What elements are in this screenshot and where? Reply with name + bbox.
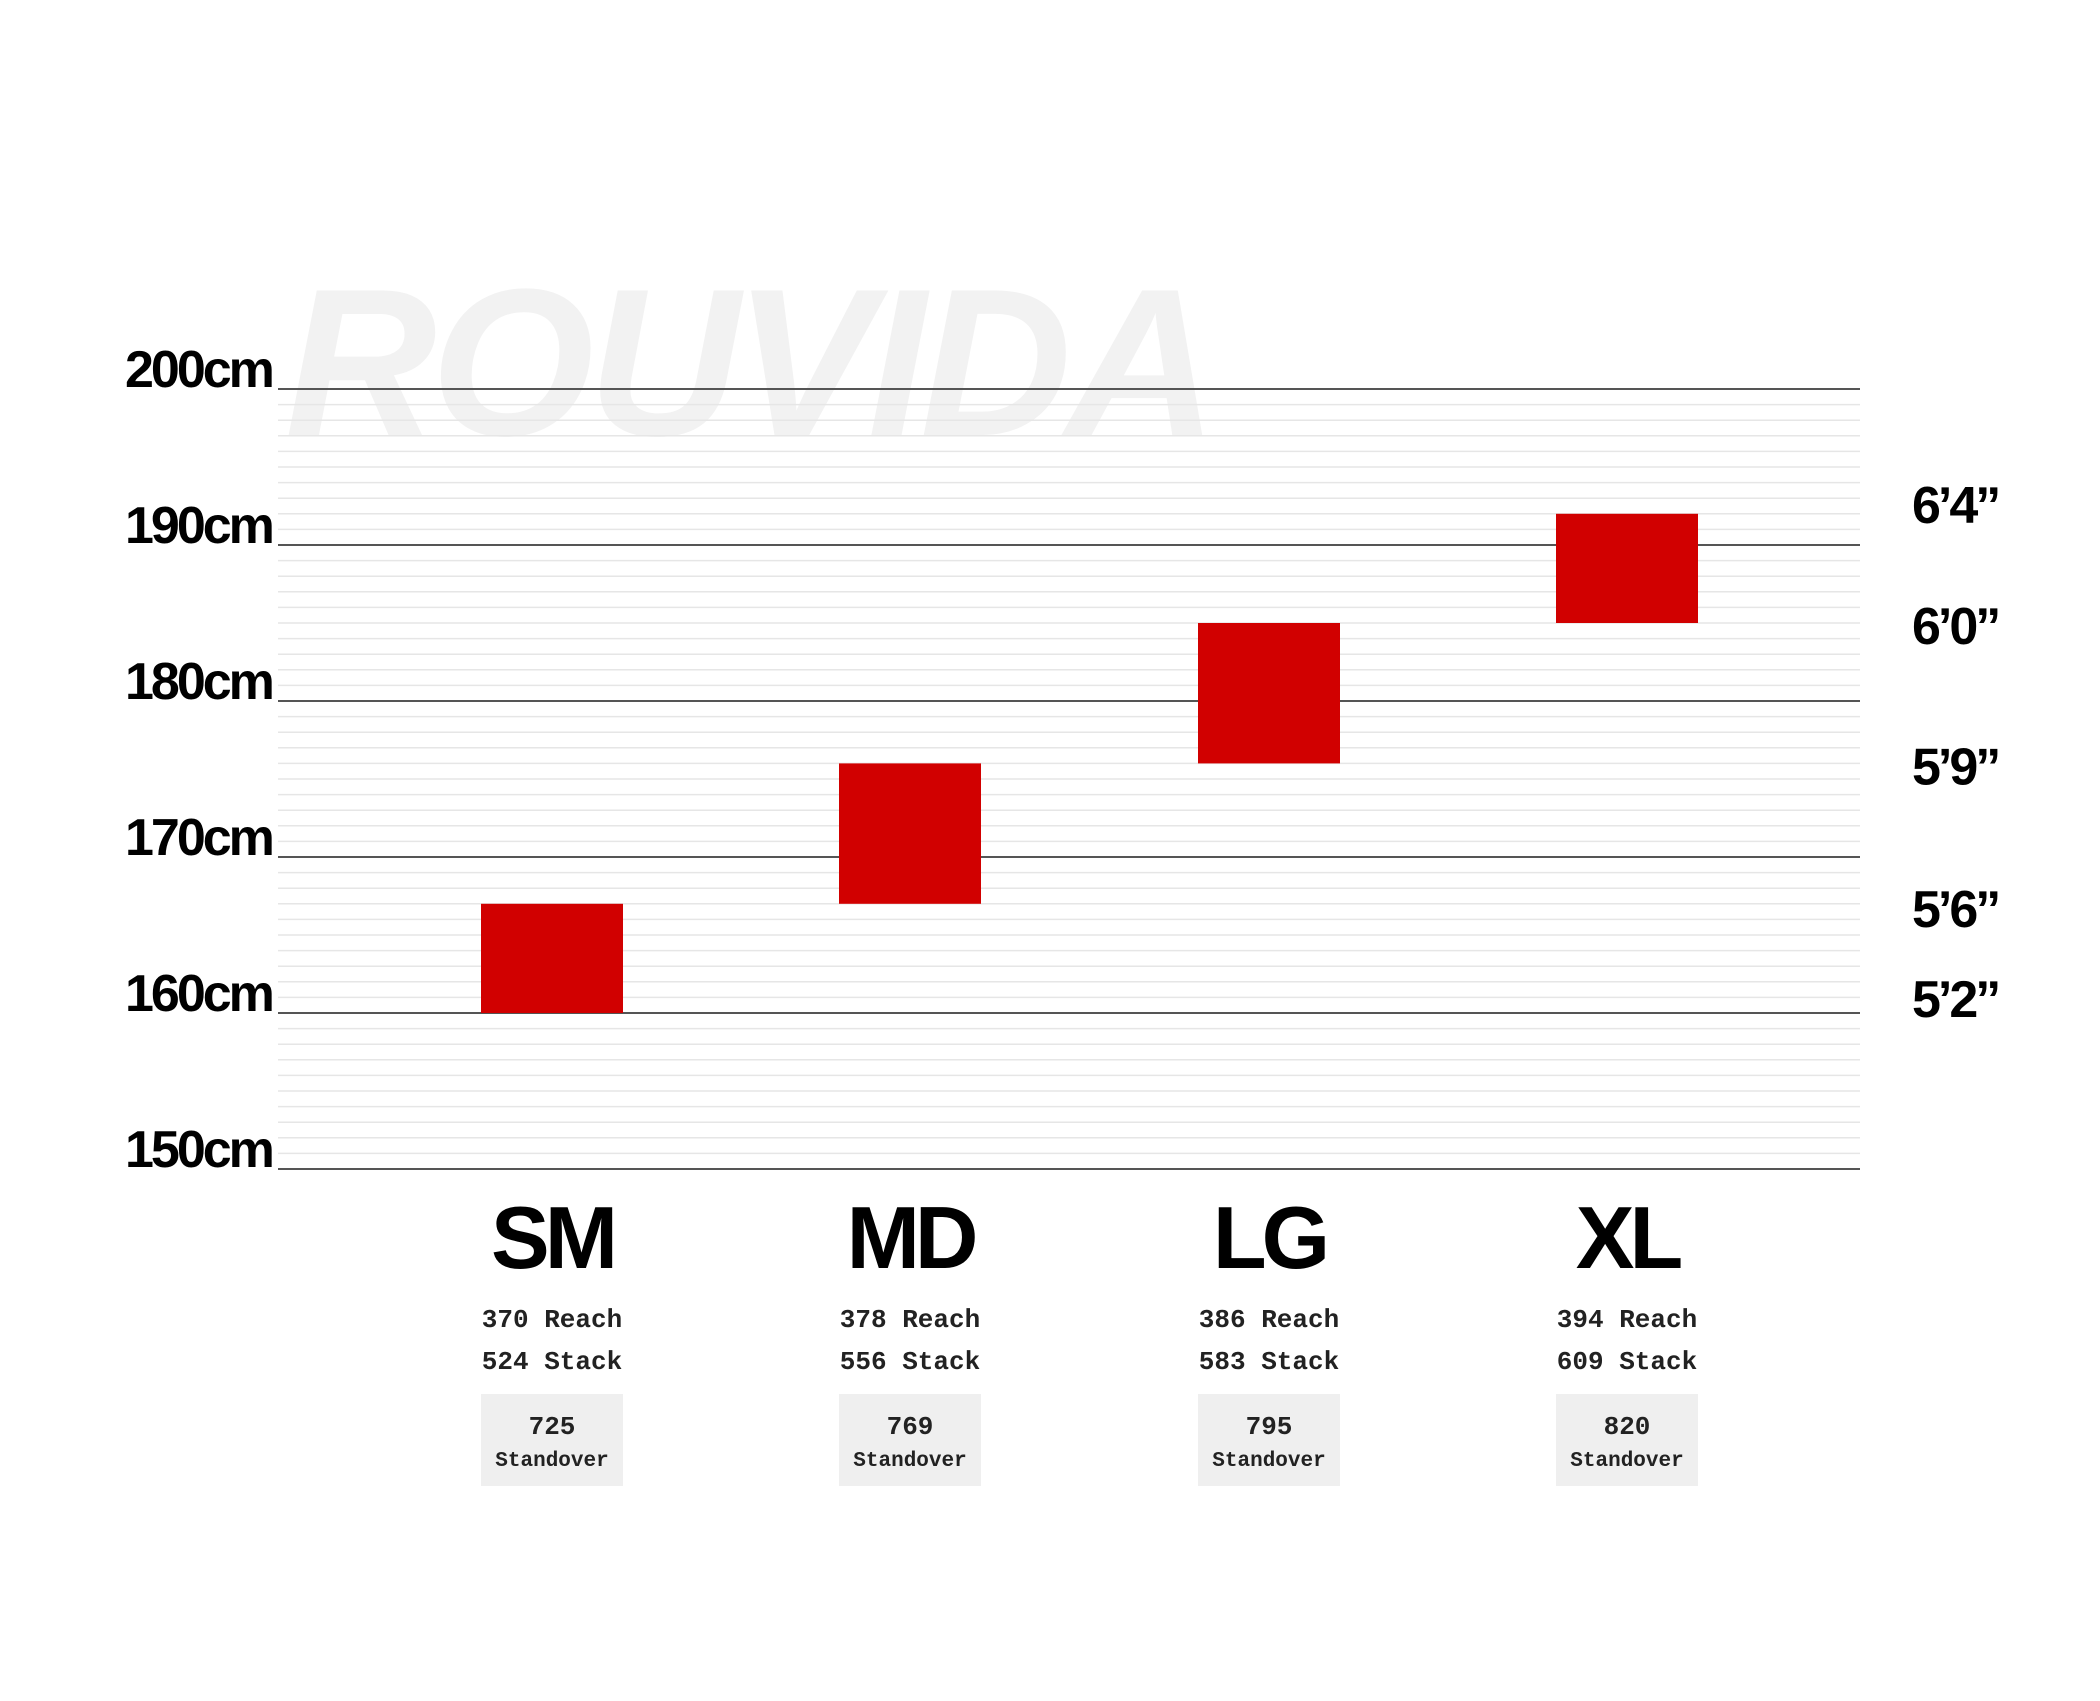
size-label: SM xyxy=(491,1188,613,1287)
reach-value: 394 Reach xyxy=(1556,1305,1698,1335)
size-range-bar-sm xyxy=(481,904,623,1013)
y-tick-label-ft: 5’9” xyxy=(1912,738,1999,797)
standover-value: 769 xyxy=(886,1412,934,1442)
stack-value: 583 Stack xyxy=(1198,1347,1340,1377)
y-tick-label-ft: 6’4” xyxy=(1912,477,1999,536)
y-tick-label-ft: 5’6” xyxy=(1912,880,1999,939)
standover-label: Standover xyxy=(853,1450,967,1473)
size-label: LG xyxy=(1212,1188,1326,1287)
reach-value: 370 Reach xyxy=(481,1305,623,1335)
standover-value: 725 xyxy=(528,1412,576,1442)
stack-value: 609 Stack xyxy=(1556,1347,1698,1377)
size-columns xyxy=(481,1188,1698,1486)
size-range-bar-xl xyxy=(1556,514,1698,623)
size-column-md xyxy=(839,1188,981,1486)
reach-value: 378 Reach xyxy=(839,1305,981,1335)
y-tick-label-cm: 150cm xyxy=(125,1121,272,1179)
y-tick-label-cm: 170cm xyxy=(125,809,272,867)
y-tick-label-cm: 200cm xyxy=(125,341,272,399)
standover-value: 820 xyxy=(1603,1412,1651,1442)
grid xyxy=(278,389,1860,1169)
size-label: XL xyxy=(1575,1188,1679,1287)
standover-value: 795 xyxy=(1245,1412,1293,1442)
stack-value: 524 Stack xyxy=(481,1347,623,1377)
y-tick-label-cm: 160cm xyxy=(125,965,272,1023)
y-tick-label-cm: 190cm xyxy=(125,497,272,555)
y-tick-label-ft: 6’0” xyxy=(1912,598,1999,656)
stack-value: 556 Stack xyxy=(839,1347,981,1377)
size-range-bar-lg xyxy=(1198,623,1340,763)
y-tick-label-cm: 180cm xyxy=(125,653,272,711)
reach-value: 386 Reach xyxy=(1198,1305,1340,1335)
left-axis xyxy=(125,341,273,1179)
size-column-lg xyxy=(1198,1188,1340,1486)
brand-watermark: ROUVIDA xyxy=(285,245,1212,480)
standover-label: Standover xyxy=(495,1450,609,1473)
size-column-xl xyxy=(1556,1188,1698,1486)
y-tick-label-ft: 5’2” xyxy=(1912,971,1999,1029)
right-axis xyxy=(1912,477,1998,1029)
standover-label: Standover xyxy=(1212,1450,1326,1473)
size-label: MD xyxy=(846,1188,974,1287)
size-range-bar-md xyxy=(839,763,981,903)
size-column-sm xyxy=(481,1188,623,1486)
standover-label: Standover xyxy=(1570,1450,1684,1473)
